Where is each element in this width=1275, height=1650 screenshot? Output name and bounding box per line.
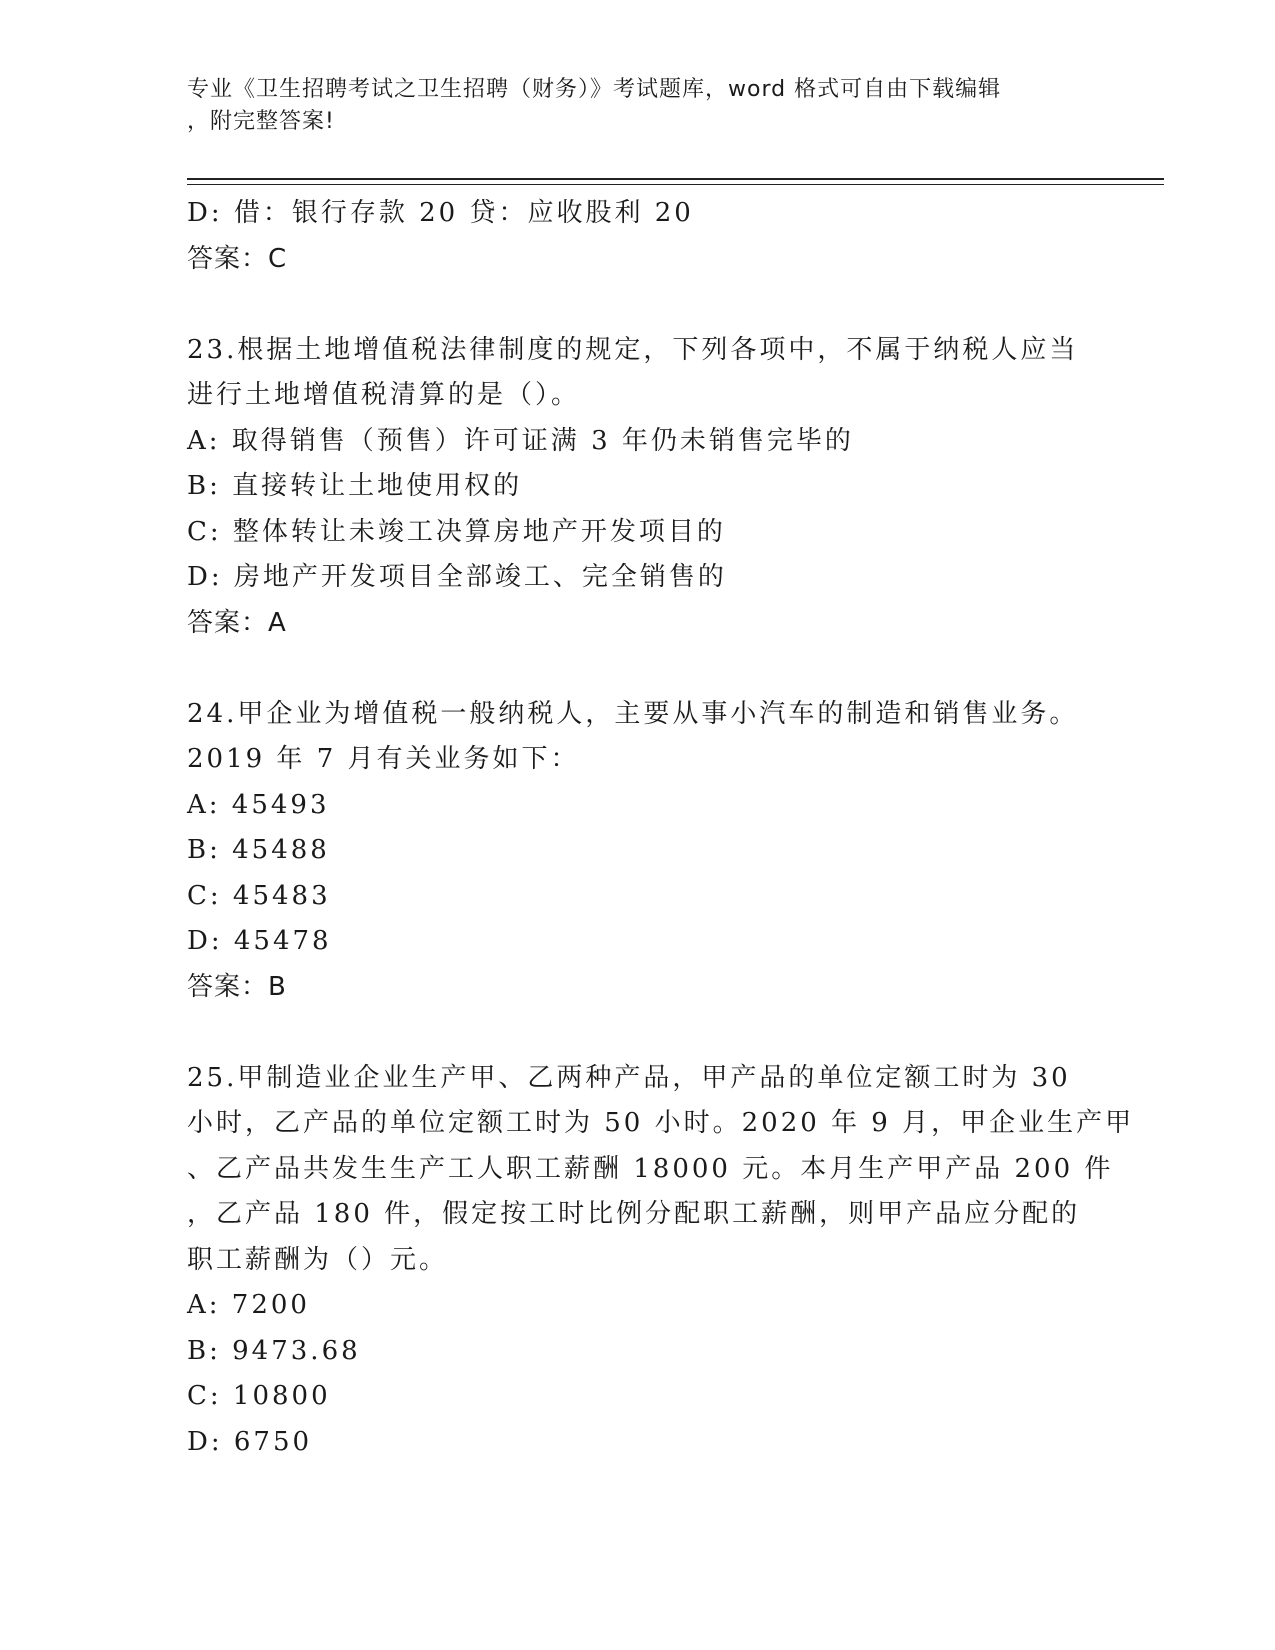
q25-stem-line-1: 25.甲制造业企业生产甲、乙两种产品，甲产品的单位定额工时为 30 [187, 1062, 1071, 1093]
q25-stem-line-3: 、乙产品共发生生产工人职工薪酬 18000 元。本月生产甲产品 200 件 [187, 1153, 1114, 1184]
document-header [187, 74, 1087, 138]
q25-stem-line-4: ，乙产品 180 件，假定按工时比例分配职工薪酬，则甲产品应分配的 [187, 1199, 1081, 1229]
spacer [187, 282, 1087, 328]
q25-stem-line-5: 职工薪酬为（）元。 [187, 1244, 449, 1275]
q25-option-d: D: 6750 [187, 1426, 313, 1457]
q23-stem-line-2: 进行土地增值税清算的是（）。 [187, 380, 581, 410]
q23-option-c: C: 整体转让未竣工决算房地产开发项目的 [187, 516, 726, 547]
q22-option-d: D: 借：银行存款 20 贷：应收股利 20 [187, 198, 694, 228]
q24-stem-line-1: 24.甲企业为增值税一般纳税人，主要从事小汽车的制造和销售业务。 [187, 698, 1079, 729]
q23-option-b: B: 直接转让土地使用权的 [187, 471, 523, 501]
q24-option-d: D: 45478 [187, 926, 332, 956]
q23-stem-line-1: 23.根据土地增值税法律制度的规定，下列各项中，不属于纳税人应当 [187, 334, 1079, 365]
q22-answer: 答案：C [187, 243, 288, 274]
header-title-line-1: 专业《卫生招聘考试之卫生招聘（财务）》考试题库，word 格式可自由下载编辑 [187, 77, 1002, 102]
q24-option-a: A: 45493 [187, 789, 330, 820]
q25-option-c: C: 10800 [187, 1381, 331, 1411]
q25-option-a: A: 7200 [187, 1290, 310, 1320]
q25-stem-line-2: 小时，乙产品的单位定额工时为 50 小时。2020 年 9 月，甲企业生产甲 [187, 1108, 1135, 1138]
q23-option-d: D: 房地产开发项目全部竣工、完全销售的 [187, 562, 727, 592]
spacer [187, 1010, 1087, 1056]
header-title-line-2: ，附完整答案! [187, 109, 335, 134]
header-divider-thin [187, 184, 1164, 185]
q23-answer: 答案：A [187, 607, 287, 638]
q23-option-a: A: 取得销售（预售）许可证满 3 年仍未销售完毕的 [187, 425, 854, 456]
q24-option-b: B: 45488 [187, 835, 330, 865]
q24-option-c: C: 45483 [187, 880, 331, 911]
q24-stem-line-2: 2019 年 7 月有关业务如下： [187, 744, 580, 774]
header-divider-thick [187, 178, 1164, 180]
q24-answer: 答案：B [187, 971, 287, 1002]
spacer [187, 646, 1087, 692]
q25-option-b: B: 9473.68 [187, 1335, 361, 1366]
question-content [187, 191, 1135, 1465]
